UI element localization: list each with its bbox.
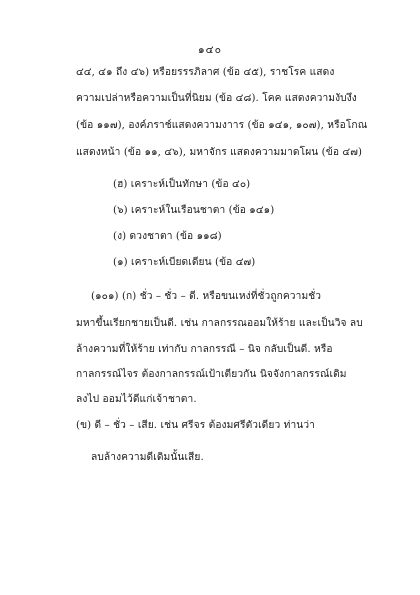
text-line: (ข) ดี – ชั่ว – เสีย. เช่น ศรีจร ต้องมศรีตัวเดียว ท่านว่า bbox=[76, 420, 315, 431]
text-line: (ข้อ ๑๑๗), องค์ภราช์แสดงความงาาร (ข้อ ๑๔๑, ๑๐๗), หรือโกณ bbox=[76, 120, 368, 131]
text-line: กาลกรรณ์ไจร ต้องกาลกรรณ์เป้าเตียวกัน นิจจังกาลกรรณ์เดิม bbox=[76, 369, 347, 380]
page-number: ๑๔๐ bbox=[197, 44, 223, 56]
list-item: (ฮ) เคราะห์เป็นทักษา (ข้อ ๔๐) bbox=[113, 179, 251, 190]
text-line: ความเปล่าหรือความเป็นที่นิยม (ข้อ ๔๘). โคค แสดงความงับงึง bbox=[76, 93, 357, 104]
list-item: (๑) เคราะห์เบียดเดียน (ข้อ ๔๗) bbox=[113, 257, 256, 268]
text-line: (๑๐๑) (ก) ชั่ว – ชั่ว – ดี. หรือขนเหง่ที่ชั่วถูกความชั่ว bbox=[91, 291, 322, 302]
text-line: แสดงหน้า (ข้อ ๑๑, ๔๖), มหาจักร แสดงความมาดโผน (ข้อ ๔๗) bbox=[76, 147, 363, 158]
text-line: ๔๔, ๔๑ ถึง ๔๖) หรือยรรรภิลาศ (ข้อ ๔๕), ราชโรค แสดง bbox=[76, 67, 335, 78]
text-line: มหาขึ้นเรียกชายเป็นดี. เช่น กาลกรรณออมให้ร้าย และเป็นวิจ ลบ bbox=[76, 318, 363, 329]
list-item: (ง) ดวงชาตา (ข้อ ๑๑๘) bbox=[113, 231, 222, 242]
text-line: ล้างความที่ให้ร้าย เท่ากับ กาลกรรณี – นิจ กลับเป็นดี. หรือ bbox=[76, 344, 333, 355]
text-line: ลบล้างความดีเดิมนั้นเสีย. bbox=[91, 452, 204, 463]
text-line: ลงไป ออมไว้ดีแก่เจ้าชาตา. bbox=[76, 394, 197, 405]
list-item: (๖) เคราะห์ในเรือนชาตา (ข้อ ๑๔๑) bbox=[113, 205, 275, 216]
